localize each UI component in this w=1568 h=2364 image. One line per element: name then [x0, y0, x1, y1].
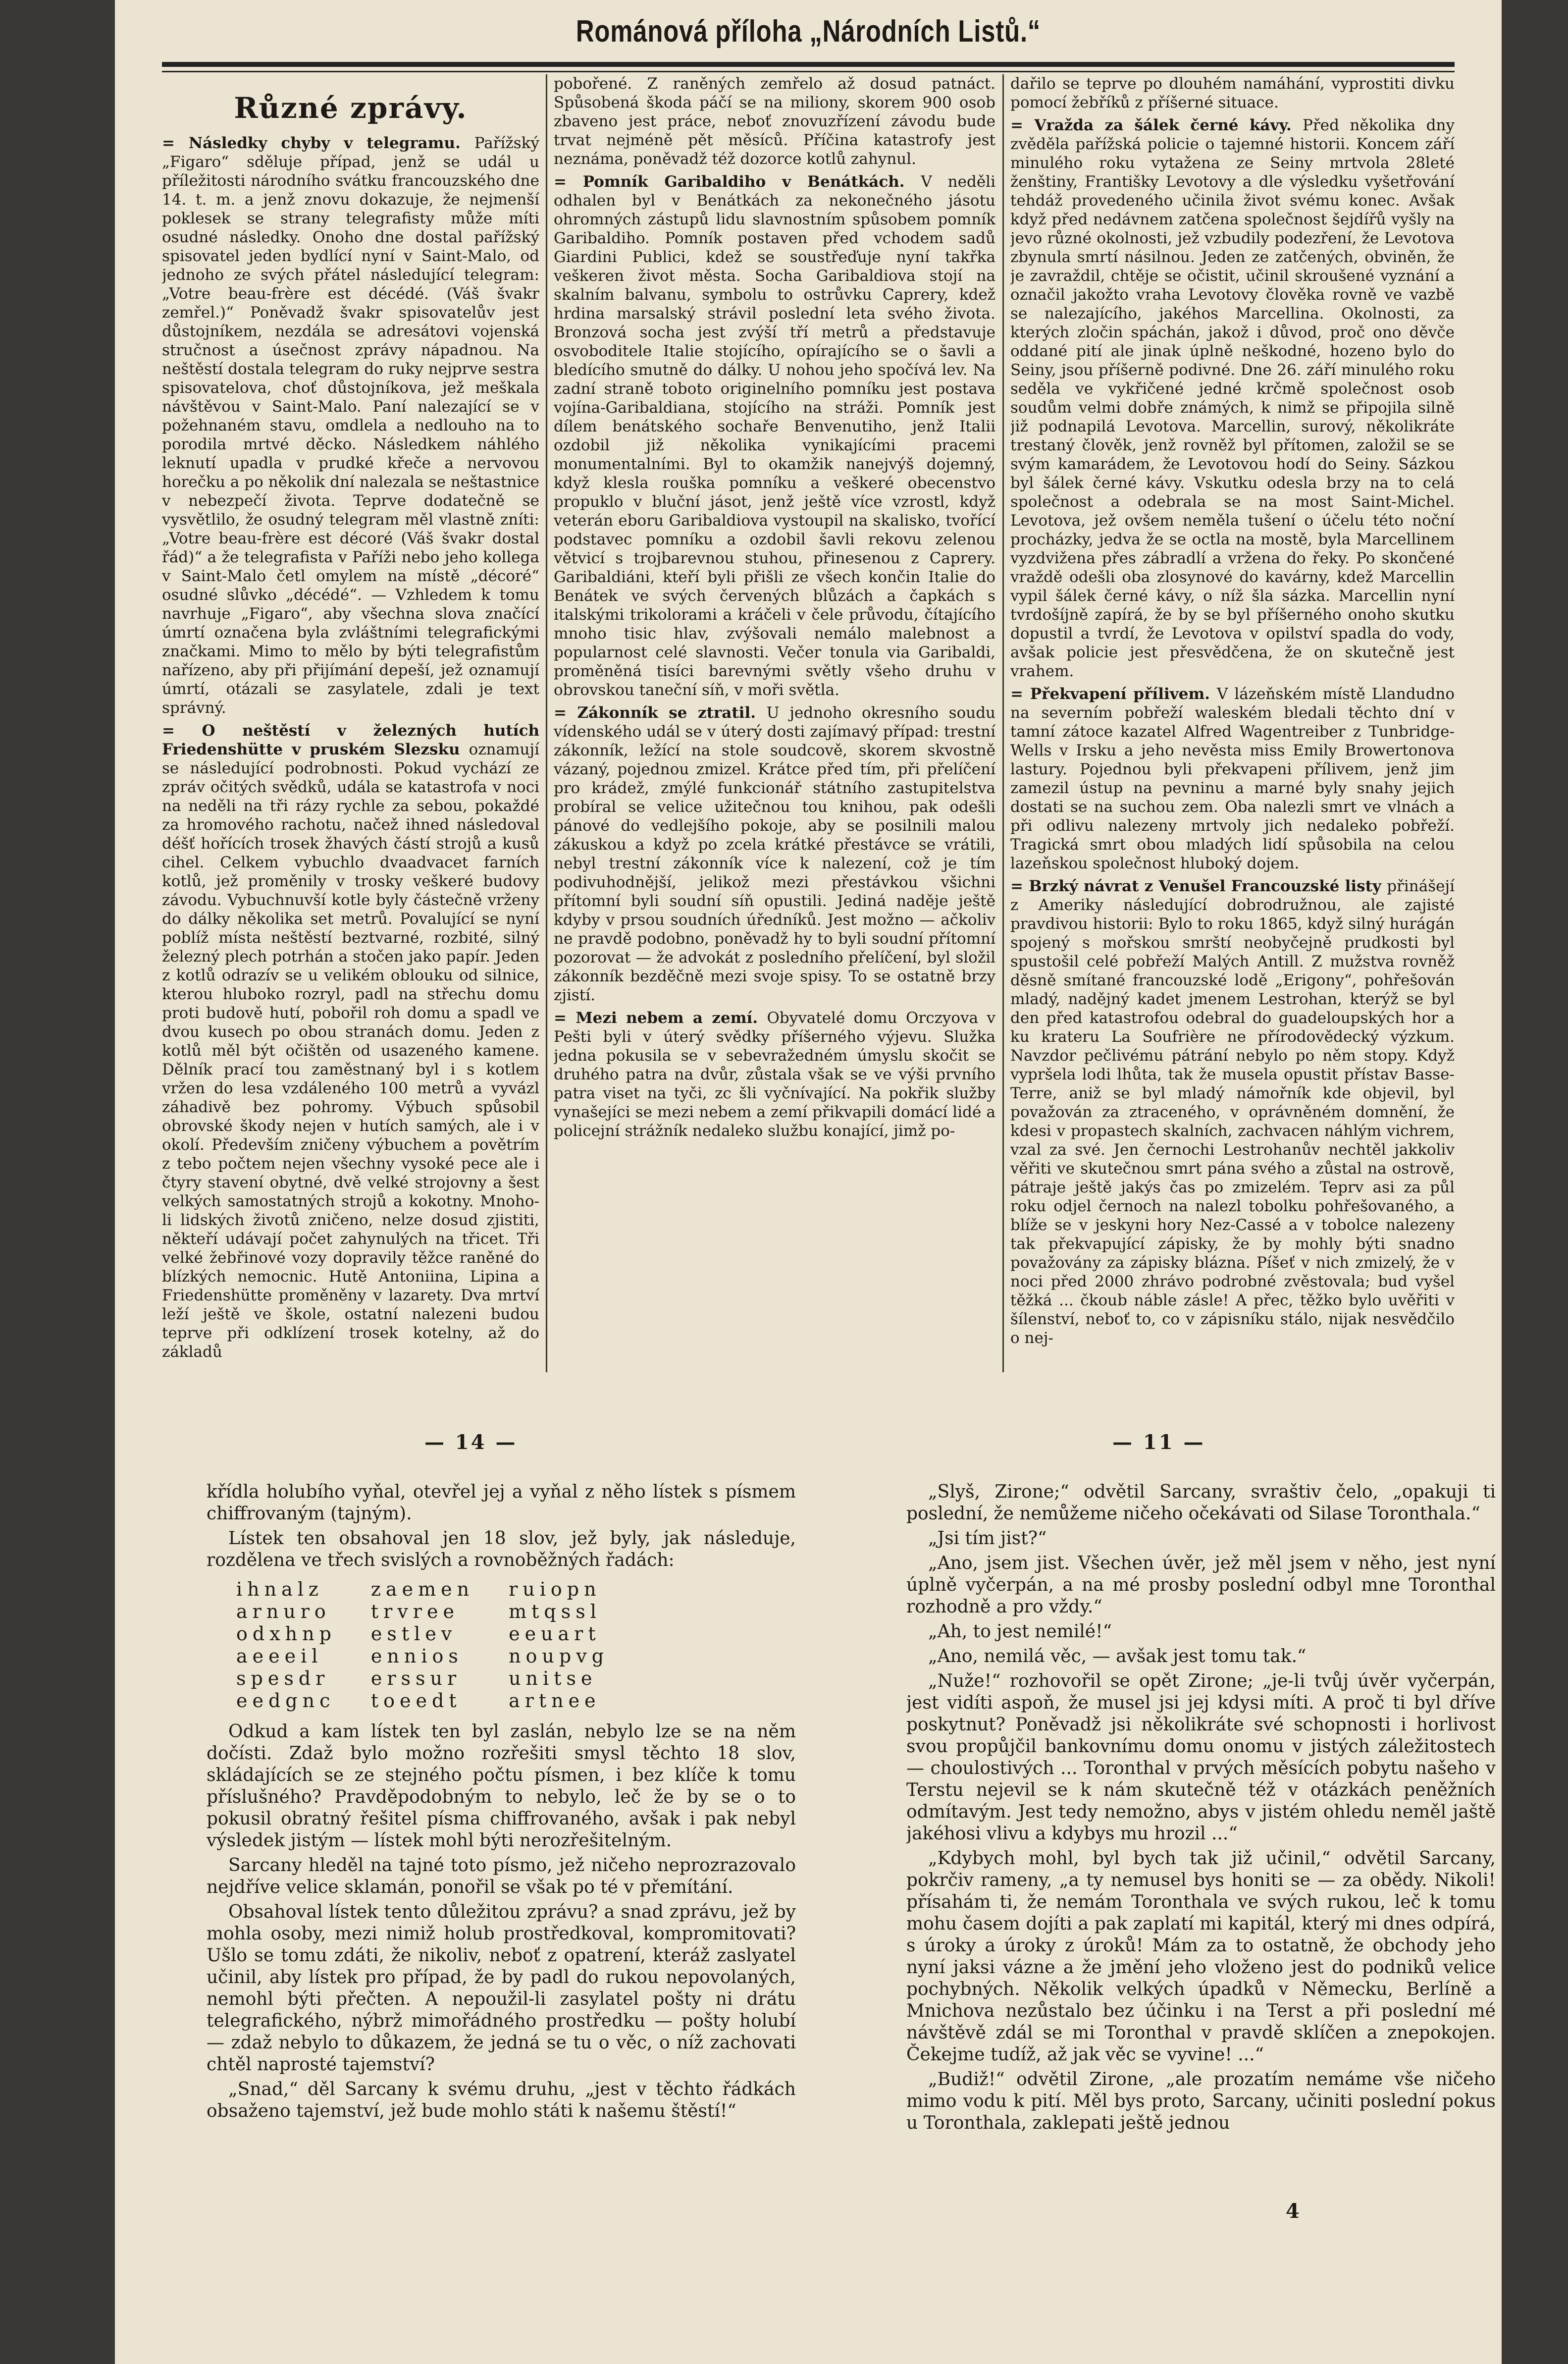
- masthead: Románová příloha „Národních Listů.“: [575, 14, 1041, 49]
- news-headline: = Pomník Garibaldiho v Benátkách.: [554, 173, 921, 191]
- news-column-3: [1010, 74, 1455, 1372]
- news-text: pobořené. Z raněných zemřelo až dosud patnáct. Spůsobená škoda páčí se na miliony, skorem 900 osob zbaveno jest práce, neboť znovuzřízení závodu bude trvat nejméně pět měsíců. Příčina katastrofy jest neznáma, poněvadž též dozorce kotlů zahynul.: [554, 75, 995, 168]
- cipher-row: [236, 1623, 643, 1645]
- news-item: [1010, 116, 1455, 681]
- news-text: V neděli odhalen byl v Benátkách za nekonečného jásotu ohromných zástupů lidu slavnostním spůsobem pomník Garibaldiho. Pomník postaven před vchodem sadů Giardini Publici, kdež se soustřeďuje nyní takřka veškeren život města. Socha Garibaldiova stojí na skalním balvanu, symbolu to ostrůvku Caprery, kdež hrdina marsalský strávil poslední leta svého života. Bronzová socha jest zvýší tří metrů a představuje osvoboditele Italie stojícího, opírajícího se o šavli a bledícího smutně do dálky. U nohou jeho spočívá lev. Na zadní straně toboto originelního pomníku jest postava vojína-Garibaldiana, stojícího na stráži. Pomník jest dílem benátského sochaře Benvenutiho, jenž Italii ozdobil již několika vynikajícími pracemi monumentalními. Byl to okamžik nanejvýš dojemný, když klesla rouška pomníku a veškeré obecenstvo propuklo v bluční jásot, jenž ještě více vzrostl, když veterán eboru Garibaldiova vystoupil na skalisko, tvořící podstavec pomníku a ozdobil šavli rekovu zelenou větvicí s trojbarevnou stuhou, přinesenou z Caprery. Garibaldiáni, kteří byli přišli ze všech končin Italie do Benátek ve svých červených blůzách a čapkách s italskými trikolorami a kráčeli v čele průvodu, čítajícího mnoho tisic hlav, zvýšovali nemálo malebnost a popularnost celé slavnosti. Večer tonula via Garibaldi, proměněná tisíci barevnými světly všeho druhu v obrovskou taneční síň, v moři světla.: [554, 173, 995, 699]
- column-divider: [546, 74, 547, 1372]
- cipher-word: erssur: [370, 1667, 462, 1689]
- paragraph: „Ano, nemilá věc, — avšak jest tomu tak.“: [928, 1646, 1307, 1666]
- paragraph: „Nuže!“ rozhovořil se opět Zirone; „je-li tvůj úvěr vyčerpán, jest vidíti aspoň, že musel jsi jej kdysi míti. A proč ti byl dříve poskytnut? Poněvadž jsi několikráte své schopnosti i horlivost svou propůjčil bankovnímu domu onomu v jistých záležitostech — choulostivých ... Toronthal v prvých měsících pobytu našeho v Terstu nejevil se k nám skutečně též v otázkách peněžních odmítavým. Jest tedy nemožno, abys v jistém ohledu neměl jaště jakéhosi vlivu a kdybys mu hrozil ...“: [906, 1671, 1496, 1844]
- cipher-row: [236, 1601, 643, 1623]
- news-headline: = Překvapení přílivem.: [1010, 685, 1217, 703]
- news-column-2: [554, 74, 995, 1372]
- news-text: Před několika dny zvěděla pařížská policie o tajemné historii. Koncem září minulého roku vytažena ze Seiny mrtvola 28leté ženštiny, Františky Levotovy a dle výsledku vyšetřování tehdáž provedeného učinila život svému konec. Avšak když před nedávnem zatčena společnost šejdířů vyšly na jevo různé okolnosti, jež vzbudily podezření, že Levotova zbynula smrtí násilnou. Jeden ze zatčených, obviněn, že je zavraždil, chtěje se očistit, učinil skroušené vyznání a označil jakožto vraha Levotovy člověka rovně ve vazbě se nalezajícího, jakéhos Marcellina. Okolnosti, za kterých zločin spáchán, jakož i důvod, proč ono děvče oddané pití ale jinak úplně neškodné, hozeno bylo do Seiny, jsou příšerně podivné. Dne 26. září minulého roku seděla ve vykřičené jedné krčmě společnost osob soudům velmi dobře známých, k nimž se připojila silně již podnapilá Levotova. Marcellin, surový, několikráte trestaný člověk, jenž rovněž byl přítomen, založil se se svým kamarádem, že Levotovou hodí do Seiny. Sázkou byl šálek černé kávy. Vskutku odesla brzy na to celá společnost a odebrala se na most Saint-Michel. Levotova, jež ovšem neměla tušení o účelu této noční procházky, jedva že se octla na mostě, byla Marcellinem vyzdvižena přes zábradlí a vržena do řeky. Po skončené vraždě odešli oba zlosynové do kavárny, kdež Marcellin vypil šálek černé kávy, o níž šla sázka. Marcellin nyní tvrdošíjně zapírá, že by se byl příšerného onoho skutku dopustil a tvrdí, že Levotova v opilství spadla do vody, avšak policie jest přesvědčena, že on skutečně jest vrahem.: [1010, 116, 1455, 680]
- news-headline: = Vražda za šálek černé kávy.: [1010, 116, 1303, 134]
- news-headline: = Mezi nebem a zemí.: [554, 1009, 767, 1027]
- text-block: [207, 1481, 796, 1571]
- paragraph: „Budiž!“ odvětil Zirone, „ale prozatím nemáme vše ničeho mimo vodu k pití. Měl bys proto, Sarcany, učiniti poslední pokus u Toronthala, zaklepati ještě jednou: [906, 2069, 1496, 2133]
- news-column-1: [162, 74, 539, 1372]
- masthead-rule: [162, 62, 1455, 67]
- paragraph: „Ano, jsem jist. Všechen úvěr, jež měl jsem v něho, jest nyní úplně vyčerpán, a na mé prosby poslední odbyl mne Toronthal rozhodně a pro vždy.“: [906, 1553, 1496, 1617]
- cipher-row: [236, 1578, 643, 1601]
- news-text: U jednoho okresního soudu vídenského udál se v úterý dosti zajímavý případ: trestní zákonník, ležící na stole soudcově, skorem skvostně vázaný, pojednou zmizel. Krátce před tím, při přelíčení pro krádež, zmýlé funkcionář státního zastupitelstva probíral se velice užitečnou tou knihou, pak odešli pánové do vedlejšího pokoje, aby se posilnili malou zákuskou a když po zcela krátké přestávce se vrátili, nebyl trestní zákonník více k nalezení, což je tím podivuhodnější, jelikož mezi přestávkou všichni přítomní byli soudní síň opustili. Jediná naděje ještě kdyby v prsou soudních úředníků. Jest možno — ačkoliv ne pravdě podobno, poněvadž hy to byli soudní přítomní pozorovat — že advokát z posledního přelíčení, byl složil zákonník bezděčně mezi svoje spisy. To se ostatně brzy zjistí.: [554, 704, 995, 1004]
- page-number-right: — 11 —: [1112, 1431, 1205, 1454]
- news-text: oznamují se následující podrobnosti. Pokud vychází ze zpráv očitých svědků, udála se katastrofa v noci na neděli na tři rázy rychle za sebou, pokaždé za hromového rachotu, načež ihned následoval déšť hořících trosek žhavých částí strojů a kusů cihel. Celkem vybuchlo dvaadvacet farních kotlů, jež proměnily v trosky veškeré budovy závodu. Vybuchnuvší kotle byly částečně vrženy do dálky několika set metrů. Povalující se nyní poblíž místa neštěstí beztvarné, rozbité, silný železný plech potrhán a stočen jako papír. Jeden z kotlů odrazív se u velikém oblouku od silnice, kterou hluboko rozryl, padl na střechu domu proti budově hutí, pobořil roh domu a spadl ve dvou kusech po obou stranách domu. Jeden z kotlů měl být očištěn od usazeného kamene. Dělník prací tou zaměstnaný byl i s kotlem vržen do lesa vzdáleného 100 metrů a vyvázl záhadivě bez pohromy. Výbuch spůsobil obrovské škody nejen v hutích samých, ale i v okolí. Především zničeny výbuchem a povětrím z tebo počtem nejen všechny vysoké pece ale i čtyry stavení obytné, dvě velké strojovny a šest velkých samostatných strojů a kokotny. Mnoho-li lidských životů zničeno, nelze dosud zjistiti, někteří udávají počet zahynulých na třicet. Tři velké žebřinové vozy dopravily těžce raněné do blízkých nemocnic. Hutě Antoniina, Lipina a Friedenshütte proměněny v lazarety. Dva mrtví leží ještě ve škole, ostatní nalezeni budou teprve při odklízení trosek kotelny, až do základů: [162, 741, 539, 1361]
- paragraph: křídla holubího vyňal, otevřel jej a vyňal z něho lístek s písmem chiffrovaným (tajným).: [207, 1482, 796, 1524]
- cipher-word: unitse: [509, 1667, 597, 1689]
- paragraph: Sarcany hleděl na tajné toto písmo, jež ničeho neprozrazovalo nejdříve velice sklamán, ponořil se však po té v přemítání.: [207, 1855, 796, 1897]
- news-headline: = Zákonník se ztratil.: [554, 704, 767, 722]
- news-headline: = Brzký návrat z Venušel Francouzské listy: [1010, 877, 1387, 895]
- news-text: dařilo se teprve po dlouhém namáhání, vyprostiti divku pomocí žebříků z příšerné situace.: [1010, 75, 1455, 111]
- novel-page-left: [207, 1481, 796, 2323]
- cipher-word: arnurо: [236, 1601, 331, 1622]
- paragraph: „Ah, to jest nemilé!“: [928, 1621, 1112, 1642]
- paragraph: Lístek ten obsahoval jen 18 slov, jež byly, jak následuje, rozdělena ve třech svislých a rovnoběžných řadách:: [207, 1528, 796, 1570]
- news-item: [554, 1009, 995, 1140]
- cipher-word: odxhnp: [236, 1623, 336, 1645]
- news-headline: = O neštěstí v železných hutích Friedenshütte v pruském Slezsku: [162, 722, 539, 758]
- cipher-row: [236, 1690, 643, 1712]
- cipher-row: [236, 1667, 643, 1690]
- paragraph: „Slyš, Zirone;“ odvětil Sarcany, svraštiv čelo, „opakuji ti poslední, že nemůžeme ničeho očekávati od Silase Toronthala.“: [906, 1482, 1496, 1524]
- paragraph: Obsahoval lístek tento důležitou zprávu? a snad zprávu, jež by mohla osoby, mezi nimiž holub prostředkoval, kompromitovati? Ušlo se tomu zdáti, že nikoliv, neboť z opatrení, kteráž zaslyatel učinil, aby lístek pro případ, že by padl do rukou nepovolaných, nemohl býti přečten. A nepoužil-li zasylatel pošty ni drátu telegrafického, nýbrž mimořádného prostředku — pošty holubí — zdaž nebylo to důkazem, že jedná se tu o věc, o níž zachovati chtěl naprosté tajemství?: [207, 1902, 796, 2075]
- news-text: Obyvatelé domu Orczyova v Pešti byli v úterý svědky příšerného výjevu. Služka jedna pokusila se v sebevražedném úmyslu skočit se druhého patra na dvůr, zůstala však se ve výši prvního patra viset na tyči, zc šli vyčnívající. Na pokřik služby vynašejíci se mezi nebem a zemí přikvapili domácí lidé a policejní strážník nedaleko službu konající, jimž po-: [554, 1009, 995, 1140]
- cipher-word: artnee: [509, 1690, 601, 1712]
- signature-mark: 4: [1286, 2200, 1300, 2223]
- cipher-word: noupvg: [509, 1645, 609, 1667]
- novel-page-right: [906, 1481, 1496, 2323]
- news-text: Pařížský „Figaro“ sděluje případ, jenž se udál u příležitosti národního svátku francouzského dne 14. t. m. a jenž znovu dokazuje, že nejmenší poklesek se strany telegrafisty může míti osudné následky. Onoho dne dostal pařížský spisovatel jeden bydlící nyní v Saint-Malo, od jednoho ze svých přátel následující telegram: „Votre beau-frère est décédé. (Váš švakr zemřel.)“ Poněvadž švakr spisovatelův jest důstojníkem, nezdála se adresátovi vojenská stručnost a úsečnost zprávy nápadnou. Na neštěstí dostala telegram do ruky nejprve sestra spisovatelova, choť důstojníkova, jež meškala návštěvou v Saint-Malo. Paní nalezající se v požehnaném stavu, omdlela a nedlouho na to porodila mrtvé děcko. Následkem náhlého leknutí upadla v prudké křeče a nervovou horečku a po několik dní nalezala se neštastnice v nebezpečí života. Teprve dodatečně se vysvětlilo, že osudný telegram měl vlastně zníti: „Votre beau-frère est décoré (Váš švakr dostal řád)“ a že telegrafista v Paříži nebo jeho kollega v Saint-Malo četl omylem na místě „décoré“ osudné slůvko „décédé“. — Vzhledem k tomu navrhuje „Figaro“, aby všechna slova značící úmrtí označena byla zvláštními telegrafickými značkami. Mimo to mělo by býti telegrafistům nařízeno, aby při přijímání depeší, jež oznamují úmrtí, otázali se zasylatele, zdali je text správný.: [162, 134, 539, 717]
- news-headline: = Následky chyby v telegramu.: [162, 134, 474, 152]
- cipher-word: ihnalz: [236, 1578, 323, 1600]
- column-divider: [1002, 74, 1004, 1372]
- cipher-word: eedgnc: [236, 1690, 335, 1712]
- newspaper-sheet: [115, 0, 1502, 2364]
- news-item: [554, 172, 995, 699]
- cipher-word: eeuart: [509, 1623, 601, 1645]
- news-item: [162, 134, 539, 717]
- section-title: Různé zprávy.: [234, 91, 468, 125]
- cipher-word: toeedt: [370, 1690, 462, 1712]
- cipher-word: aeeeil: [236, 1645, 323, 1667]
- cipher-word: zaemen: [370, 1578, 474, 1600]
- news-item: [1010, 877, 1455, 1347]
- paragraph: „Jsi tím jist?“: [928, 1528, 1047, 1549]
- cipher-word: ruiopn: [509, 1578, 601, 1600]
- cipher-word: spesdr: [236, 1667, 330, 1689]
- masthead-rule-thin: [162, 71, 1455, 72]
- news-text: přinášejí z Ameriky následující dobrodružnou, ale zajisté pravdivou historii: Bylo to roku 1865, když silný hurágán spojený s mořskou smrští neobyčejně prudkosti byl spustošil celé pobřeží Malých Antill. Z mužstva rovněž děsně smítané francouzské lodě „Erigony“, pohřešován mladý, nadějný kadet jmenem Lestrohan, kterýž se byl den před katastrofou odebral do guadeloupských hor a ku krateru La Soufrière ne přírodovědecký výzkum. Navzdor pečlivému pátrání nebylo po něm stopy. Když vypršela lodi lhůta, tak že musela opustit přístav Basse-Terre, aniž se byl mladý námořník kde objevil, byl považován za ztraceného, v oprávněném domnění, že kdesi v propastech skalních, zachvacen náhlým vichrem, vzal za své. Jen černochi Lestrohanův nechtěl jakkoliv věřiti ve skutečnou smrt pána svého a zůstal na ostrově, pátraje ještě jakýs čas po zmizelém. Teprv asi za půl roku odjel černoch na nalezl tobolku pohřešovaného, a blíže se v jeskyni hory Nez-Cassé a v tobolce nalezeny tak překvapující zápisky, že by mohly býti snadno považovány za zápisky blázna. Píšeť v nich zmizelý, že v noci před 2000 zhrávo podrobné zvěstovala; bud vyšel těžká ... čkoub náble zásle! A přec, těžko bylo uvěřiti v šílenství, neboť to, co v zápisníku stálo, nijak nesvědčilo o nej-: [1010, 877, 1455, 1347]
- news-item: [554, 74, 995, 168]
- text-block: [207, 1721, 796, 2122]
- paragraph: „Kdybych mohl, byl bych tak již učinil,“ odvětil Sarcany, pokrčiv rameny, „a ty nemusel bys honiti se — za obědy. Nikoli! přísahám ti, že nemám Toronthala ve svých rukou, leč k tomu mohu časem dojíti a pak zaplatí mi kapitál, který mi dnes odpírá, s úroky a úroky z úroků! Mám za to ostatně, že obchody jeho nyní jaksi vázne a že jmění jeho vloženo jest do podniků velice pochybných. Několik velkých úpadků v Německu, Berlíně a Mnichova nezůstalo bez účinku i na Terst a při poslední mé návštěvě zdál se mi Toronthal v pravdě sklíčen a znepokojen. Čekejme tudíž, až jak věc se vyvine! ...“: [906, 1848, 1496, 2065]
- news-text: V lázeňském místě Llandudno na severním pobřeží waleském bledali těchto dní v tamní zátoce kazatel Alfred Wagentreiber z Tunbridge-Wells v Irsku a jeho nevěsta miss Emily Browertonova lastury. Pojednou byli překvapeni přílivem, jenž jim zamezil ústup na pevninu a marné byly snahy jejich dostati se na suchou zem. Oba nalezli smrt ve vlnách a při odlivu nalezeny mrtvoly jich nedaleko pobřeží. Tragická smrt obou mladých lidí spůsobila na celou lazeňskou společnost hluboký dojem.: [1010, 685, 1455, 872]
- paragraph: Odkud a kam lístek ten byl zaslán, nebylo lze se na něm dočísti. Zdaž bylo možno rozřešiti smysl těchto 18 slov, skládajících se ze stejného počtu písmen, i bez klíče k tomu příslušného? Pravděpodobným to nebylo, leč že by se o to pokusil obratný řešitel písma chiffrovaného, avšak i pak nebyl výsledek jistým — lístek mohl býti nerozřešitelným.: [207, 1721, 796, 1851]
- paragraph: „Snad,“ děl Sarcany k svému druhu, „jest v těchto řádkách obsaženo tajemství, jež bude mohlo státi k našemu štěstí!“: [207, 2079, 796, 2121]
- cipher-row: [236, 1645, 643, 1667]
- news-item: [554, 703, 995, 1005]
- cipher-word: mtqssl: [509, 1601, 601, 1622]
- news-item: [1010, 74, 1455, 112]
- cipher-word: ennios: [370, 1645, 463, 1667]
- cipher-table: [236, 1578, 643, 1712]
- cipher-word: estlev: [370, 1623, 457, 1645]
- cipher-word: trvree: [370, 1601, 459, 1622]
- page-number-left: — 14 —: [424, 1431, 518, 1454]
- news-item: [162, 721, 539, 1361]
- news-item: [1010, 685, 1455, 873]
